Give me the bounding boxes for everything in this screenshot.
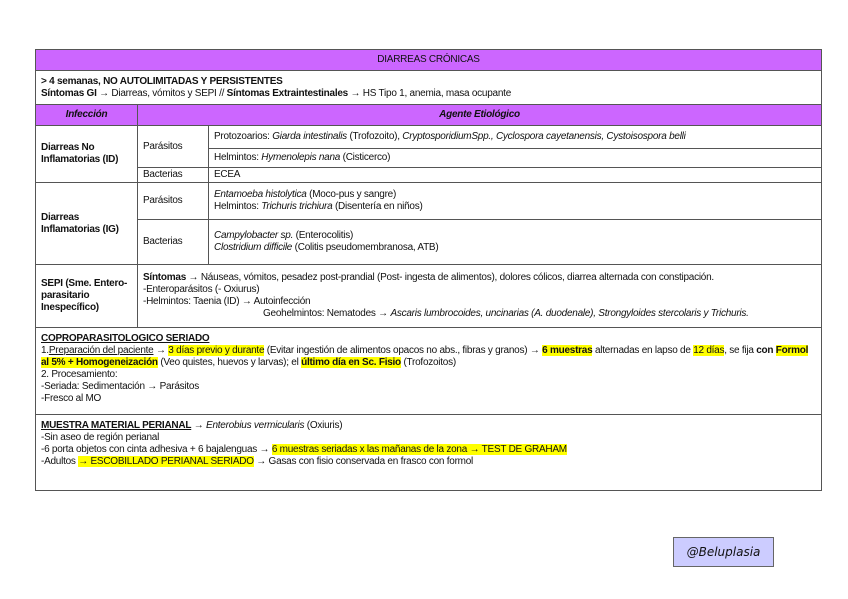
text: 6 muestras seriadas x las mañanas de la zona → TEST DE GRAHAM xyxy=(271,444,567,455)
text: Síntomas xyxy=(143,272,187,283)
header-infeccion: Infección xyxy=(36,105,138,126)
copro-title: COPROPARASITOLOGICO SERIADO xyxy=(41,333,210,344)
text: Geohelmintos: Nematodes → xyxy=(263,308,391,319)
text: Giarda intestinalis xyxy=(272,131,347,142)
text: Campylobacter sp. xyxy=(214,230,294,241)
text: Hymenolepis nana xyxy=(261,152,341,163)
text: 12 días xyxy=(693,345,725,356)
text: (Evitar ingestión de alimentos opacos no abs., fibras y granos) → xyxy=(264,345,543,356)
ig-parasitos: Parásitos xyxy=(138,183,209,220)
sintomas-extra: Síntomas Extraintestinales xyxy=(226,87,348,99)
ig-bacterias-agents xyxy=(209,220,822,265)
text: 6 muestras xyxy=(542,345,593,356)
sepi-label: SEPI (Sme. Entero-parasitario Inespecífico) xyxy=(36,265,138,328)
text: 1. xyxy=(41,345,49,356)
text: Preparación del paciente xyxy=(48,345,154,356)
text: Helmintos: xyxy=(214,152,262,163)
text: Helmintos: xyxy=(214,201,262,212)
text: 3 días previo y durante xyxy=(168,345,265,356)
text: (Cisticerco) xyxy=(340,152,391,163)
intro-line1: > 4 semanas, NO AUTOLIMITADAS Y PERSISTENTES xyxy=(41,75,283,87)
text: Formol al 5% + Homogeneización xyxy=(41,345,809,368)
text: Enterobius vermicularis xyxy=(206,420,305,431)
text: 2. Procesamiento: xyxy=(41,369,118,380)
ig-bacterias: Bacterias xyxy=(138,220,209,265)
text: (Oxiuris) xyxy=(304,420,343,431)
text: → Diarreas, vómitos y SEPI // xyxy=(96,87,227,99)
perianal-section xyxy=(36,415,822,491)
text: -Helmintos: Taenia (ID) → Autoinfección xyxy=(143,296,311,307)
text: (Trofozoito), xyxy=(346,131,403,142)
id-parasitos: Parásitos xyxy=(138,126,209,168)
text: → Gasas con fisio conservada en frasco con formol xyxy=(253,456,474,467)
ig-label: Diarreas Inflamatorias (IG) xyxy=(36,183,138,265)
text: (Trofozoitos) xyxy=(400,357,456,368)
text: último día en Sc. Fisio xyxy=(301,357,401,368)
id-label: Diarreas No Inflamatorias (ID) xyxy=(36,126,138,183)
ig-parasitos-agents xyxy=(209,183,822,220)
text: Trichuris trichiura xyxy=(261,201,333,212)
text: (Veo quistes, huevos y larvas); el xyxy=(157,357,302,368)
text: -Seriada: Sedimentación → Parásitos xyxy=(41,381,199,392)
diarreas-table xyxy=(35,49,822,491)
text: (Disentería en niños) xyxy=(332,201,423,212)
text: Protozoarios: xyxy=(214,131,273,142)
id-helmintos xyxy=(209,149,822,168)
text: CryptosporidiumSpp., Cyclospora cayetanensis, Cystoisospora belli xyxy=(402,131,686,142)
text: alternadas en lapso de xyxy=(592,345,694,356)
text: -Fresco al MO xyxy=(41,393,102,404)
id-protozoarios xyxy=(209,126,822,149)
text: Ascaris lumbrocoides, uncinarias (A. duodenale), Strongyloides stercolaris y Trichuris. xyxy=(390,308,749,319)
text: → HS Tipo 1, anemia, masa ocupante xyxy=(348,87,512,99)
watermark: @Beluplasia xyxy=(673,537,774,567)
id-bacterias: Bacterias xyxy=(138,168,209,183)
text: -Sin aseo de región perianal xyxy=(41,432,160,443)
text: → xyxy=(191,420,207,431)
text: → Náuseas, vómitos, pesadez post-prandial (Post- ingesta de alimentos), dolores cólicos, diarrea alternada con constipación. xyxy=(186,272,714,283)
text: (Colitis pseudomembranosa, ATB) xyxy=(292,242,439,253)
intro-line2 xyxy=(41,88,816,100)
sintomas-gi: Síntomas GI xyxy=(41,87,97,99)
copro-line1 xyxy=(41,345,816,369)
text: Entamoeba histolytica xyxy=(214,189,307,200)
id-ecea: ECEA xyxy=(209,168,822,183)
header-agente: Agente Etiológico xyxy=(138,105,822,126)
text: con xyxy=(756,345,776,356)
table-title: DIARREAS CRÓNICAS xyxy=(36,50,822,71)
sepi-content xyxy=(138,265,822,328)
text: (Enterocolitis) xyxy=(293,230,354,241)
text: Clostridium difficile xyxy=(214,242,293,253)
text: -Enteroparásitos (- Oxiurus) xyxy=(143,284,260,295)
text: -Adultos xyxy=(41,456,79,467)
text: → xyxy=(153,345,169,356)
text: (Moco-pus y sangre) xyxy=(306,189,397,200)
text: → ESCOBILLADO PERIANAL SERIADO xyxy=(78,456,254,467)
perianal-title: MUESTRA MATERIAL PERIANAL xyxy=(41,420,192,431)
text: , se fija xyxy=(724,345,757,356)
intro-cell xyxy=(36,71,822,105)
text: -6 porta objetos con cinta adhesiva + 6 bajalenguas → xyxy=(41,444,272,455)
copro-section xyxy=(36,328,822,415)
